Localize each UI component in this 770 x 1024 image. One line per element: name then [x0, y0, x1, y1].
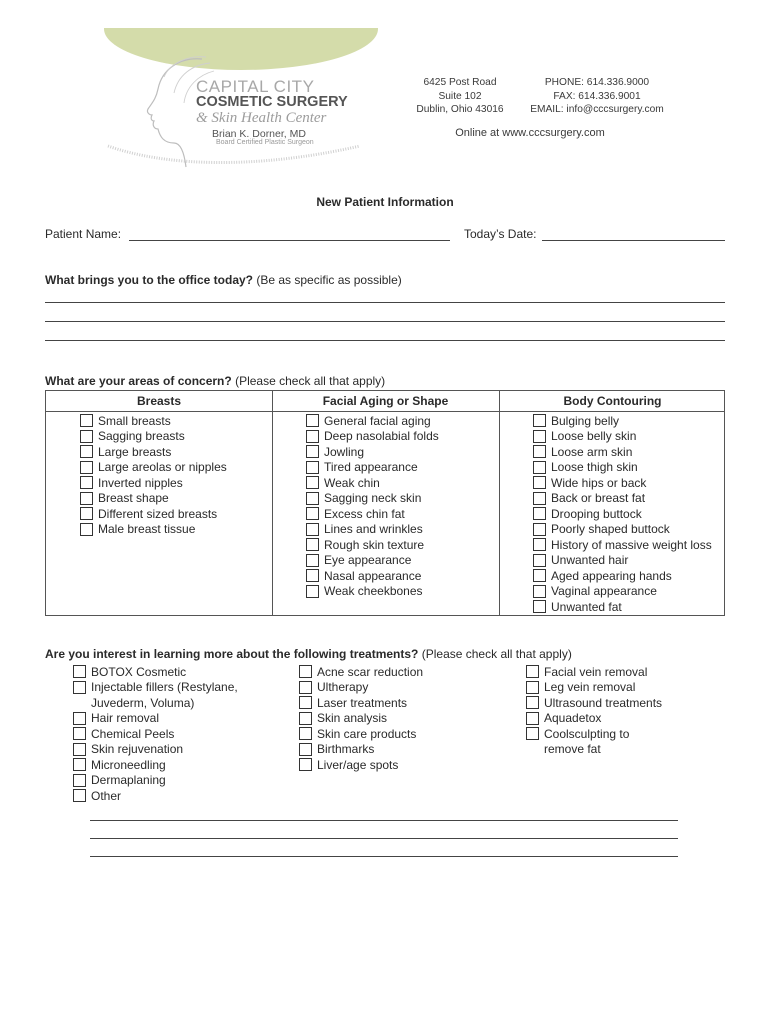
concern-option-excess-chin-fat[interactable] — [306, 506, 439, 522]
checkbox[interactable] — [73, 727, 86, 740]
checkbox-label: Different sized breasts — [98, 506, 218, 521]
checkbox[interactable] — [299, 743, 312, 756]
concern-option-sagging-breasts[interactable] — [80, 429, 227, 445]
concern-option-loose-arm-skin[interactable] — [533, 444, 712, 460]
checkbox-label: Deep nasolabial folds — [324, 429, 439, 444]
concern-option-sagging-neck-skin[interactable] — [306, 491, 439, 507]
concern-option-large-areolas-or-nipples[interactable] — [80, 460, 227, 476]
checkbox[interactable] — [533, 569, 546, 582]
treatments-question: Are you interest in learning more about the following treatments? (Please check all that apply) — [45, 647, 572, 661]
column-header-facial: Facial Aging or Shape — [322, 394, 449, 408]
checkbox-label: Eye appearance — [324, 553, 412, 568]
checkbox[interactable] — [80, 523, 93, 536]
concern-option-vaginal-appearance[interactable] — [533, 584, 712, 600]
checkbox[interactable] — [533, 538, 546, 551]
checkbox[interactable] — [533, 414, 546, 427]
logo-text-capital-city: CAPITAL CITY — [196, 77, 315, 96]
table-column-divider — [272, 391, 273, 615]
treatment-option-skin-care-products[interactable] — [299, 726, 423, 742]
checkbox[interactable] — [526, 681, 539, 694]
patient-name-label: Patient Name: — [45, 227, 122, 241]
checkbox[interactable] — [533, 554, 546, 567]
checkbox-label: Loose belly skin — [551, 429, 637, 444]
treatment-list-3 — [526, 664, 662, 757]
checkbox-label: Tired appearance — [324, 460, 418, 475]
treatment-option-continuation — [526, 742, 662, 758]
checkbox-label: Lines and wrinkles — [324, 522, 423, 537]
treatment-list-2 — [299, 664, 423, 773]
checkbox-label: Skin care products — [317, 726, 417, 741]
logo-certification: Board Certified Plastic Surgeon — [216, 139, 314, 146]
checkbox[interactable] — [306, 507, 319, 520]
concern-option-large-breasts[interactable] — [80, 444, 227, 460]
checkbox[interactable] — [80, 507, 93, 520]
checkbox-spacer — [73, 697, 84, 708]
checkbox-label: Sagging breasts — [98, 429, 185, 444]
concern-option-drooping-buttock[interactable] — [533, 506, 712, 522]
treatment-option-leg-vein-removal[interactable] — [526, 680, 662, 696]
todays-date-field[interactable] — [542, 240, 725, 241]
checkbox-label: Vaginal appearance — [551, 584, 657, 599]
checkbox[interactable] — [80, 445, 93, 458]
checkbox-label: Facial vein removal — [544, 664, 648, 679]
concern-option-loose-thigh-skin[interactable] — [533, 460, 712, 476]
checkbox[interactable] — [80, 476, 93, 489]
patient-name-field[interactable] — [129, 240, 450, 241]
checkbox[interactable] — [299, 712, 312, 725]
treatment-option-birthmarks[interactable] — [299, 742, 423, 758]
checkbox-label: Coolsculpting to — [544, 726, 630, 741]
checkbox[interactable] — [299, 681, 312, 694]
checkbox[interactable] — [533, 523, 546, 536]
checkbox-label: BOTOX Cosmetic — [91, 664, 187, 679]
treatment-option-botox-cosmetic[interactable] — [73, 664, 238, 680]
table-header-divider — [46, 411, 724, 412]
checkbox[interactable] — [526, 696, 539, 709]
checkbox-label: Excess chin fat — [324, 506, 405, 521]
checkbox[interactable] — [306, 523, 319, 536]
concern-option-unwanted-hair[interactable] — [533, 553, 712, 569]
checkbox[interactable] — [80, 430, 93, 443]
checkbox[interactable] — [299, 665, 312, 678]
checkbox-label: Large areolas or nipples — [98, 460, 227, 475]
other-line-3[interactable] — [90, 856, 678, 857]
treatment-option-facial-vein-removal[interactable] — [526, 664, 662, 680]
checkbox-label: Inverted nipples — [98, 475, 183, 490]
checkbox[interactable] — [306, 461, 319, 474]
reason-line-2[interactable] — [45, 321, 725, 322]
checkbox[interactable] — [73, 712, 86, 725]
checkbox[interactable] — [306, 476, 319, 489]
checkbox[interactable] — [299, 696, 312, 709]
concern-option-unwanted-fat[interactable] — [533, 599, 712, 615]
other-line-2[interactable] — [90, 838, 678, 839]
checkbox[interactable] — [306, 414, 319, 427]
checkbox-label: Aquadetox — [544, 711, 602, 726]
checkbox[interactable] — [73, 774, 86, 787]
checkbox-label: Weak chin — [324, 475, 380, 490]
checkbox[interactable] — [299, 758, 312, 771]
checkbox-label: Other — [91, 788, 122, 803]
treatment-option-chemical-peels[interactable] — [73, 726, 238, 742]
column-header-body: Body Contouring — [563, 394, 662, 408]
reason-question: What brings you to the office today? (Be as specific as possible) — [45, 273, 402, 287]
treatment-option-dermaplaning[interactable] — [73, 773, 238, 789]
checkbox[interactable] — [80, 461, 93, 474]
treatment-option-continuation — [73, 695, 238, 711]
checkbox-label: Juvederm, Voluma) — [91, 695, 195, 710]
checkbox-label: Skin analysis — [317, 711, 388, 726]
concern-option-jowling[interactable] — [306, 444, 439, 460]
treatment-option-ultrasound-treatments[interactable] — [526, 695, 662, 711]
treatment-option-acne-scar-reduction[interactable] — [299, 664, 423, 680]
concern-option-poorly-shaped-buttock[interactable] — [533, 522, 712, 538]
checkbox-label: Jowling — [324, 444, 365, 459]
reason-line-3[interactable] — [45, 340, 725, 341]
checkbox-label: Unwanted hair — [551, 553, 629, 568]
concern-list-facial — [306, 413, 439, 599]
checkbox[interactable] — [299, 727, 312, 740]
concern-option-inverted-nipples[interactable] — [80, 475, 227, 491]
concern-option-back-or-breast-fat[interactable] — [533, 491, 712, 507]
logo-text-cosmetic-surgery: COSMETIC SURGERY — [196, 94, 348, 110]
checkbox-label: Injectable fillers (Restylane, — [91, 680, 238, 695]
checkbox-label: Ultherapy — [317, 680, 369, 695]
checkbox-label: Laser treatments — [317, 695, 408, 710]
concern-option-wide-hips-or-back[interactable] — [533, 475, 712, 491]
table-column-divider — [499, 391, 500, 615]
concern-option-history-of-massive-weight-loss[interactable] — [533, 537, 712, 553]
reason-line-1[interactable] — [45, 302, 725, 303]
checkbox-spacer — [526, 744, 537, 755]
checkbox[interactable] — [306, 538, 319, 551]
checkbox-label: Liver/age spots — [317, 757, 399, 772]
checkbox[interactable] — [80, 492, 93, 505]
treatment-option-aquadetox[interactable] — [526, 711, 662, 727]
checkbox[interactable] — [533, 507, 546, 520]
concern-option-breast-shape[interactable] — [80, 491, 227, 507]
clinic-contact: PHONE: 614.336.9000 FAX: 614.336.9001 EMAIL: info@cccsurgery.com — [530, 77, 664, 115]
treatment-option-skin-analysis[interactable] — [299, 711, 423, 727]
checkbox-label: Loose arm skin — [551, 444, 633, 459]
checkbox[interactable] — [533, 445, 546, 458]
checkbox-label: Drooping buttock — [551, 506, 642, 521]
treatment-option-injectable-fillers-restylane[interactable] — [73, 680, 238, 696]
concerns-question: What are your areas of concern? (Please check all that apply) — [45, 374, 386, 388]
checkbox-label: General facial aging — [324, 413, 431, 428]
treatment-option-ultherapy[interactable] — [299, 680, 423, 696]
checkbox-label: Skin rejuvenation — [91, 742, 184, 757]
concern-option-male-breast-tissue[interactable] — [80, 522, 227, 538]
checkbox[interactable] — [526, 712, 539, 725]
checkbox-label: Unwanted fat — [551, 599, 622, 614]
checkbox-label: Large breasts — [98, 444, 172, 459]
concern-option-rough-skin-texture[interactable] — [306, 537, 439, 553]
logo-text-skin-health: & Skin Health Center — [196, 110, 327, 126]
checkbox[interactable] — [306, 445, 319, 458]
checkbox[interactable] — [533, 585, 546, 598]
concern-list-body — [533, 413, 712, 615]
checkbox-label: Acne scar reduction — [317, 664, 424, 679]
checkbox[interactable] — [80, 414, 93, 427]
checkbox-label: Poorly shaped buttock — [551, 522, 670, 537]
concern-option-bulging-belly[interactable] — [533, 413, 712, 429]
checkbox[interactable] — [533, 492, 546, 505]
checkbox-label: Ultrasound treatments — [544, 695, 663, 710]
checkbox-label: Weak cheekbones — [324, 584, 423, 599]
checkbox[interactable] — [73, 789, 86, 802]
checkbox-label: Rough skin texture — [324, 537, 425, 552]
checkbox-label: Sagging neck skin — [324, 491, 422, 506]
concern-option-aged-appearing-hands[interactable] — [533, 568, 712, 584]
concern-list-breasts — [80, 413, 227, 537]
treatment-list-1 — [73, 664, 238, 804]
logo-doctor-name: Brian K. Dorner, MD — [212, 128, 306, 140]
checkbox-label: Birthmarks — [317, 742, 375, 757]
treatment-option-other[interactable] — [73, 788, 238, 804]
other-line-1[interactable] — [90, 820, 678, 821]
checkbox[interactable] — [526, 727, 539, 740]
checkbox[interactable] — [73, 681, 86, 694]
form-title: New Patient Information — [316, 195, 454, 209]
concern-option-small-breasts[interactable] — [80, 413, 227, 429]
concern-option-deep-nasolabial-folds[interactable] — [306, 429, 439, 445]
checkbox[interactable] — [533, 476, 546, 489]
checkbox[interactable] — [73, 758, 86, 771]
checkbox-label: remove fat — [544, 742, 601, 757]
checkbox-label: Dermaplaning — [91, 773, 166, 788]
checkbox-label: Wide hips or back — [551, 475, 647, 490]
concern-option-lines-and-wrinkles[interactable] — [306, 522, 439, 538]
checkbox-label: Aged appearing hands — [551, 568, 672, 583]
treatment-option-coolsculpting-to[interactable] — [526, 726, 662, 742]
checkbox-label: Leg vein removal — [544, 680, 636, 695]
column-header-breasts: Breasts — [136, 394, 182, 408]
checkbox[interactable] — [73, 743, 86, 756]
checkbox-label: Back or breast fat — [551, 491, 646, 506]
treatment-option-hair-removal[interactable] — [73, 711, 238, 727]
checkbox-label: Small breasts — [98, 413, 171, 428]
checkbox-label: Hair removal — [91, 711, 160, 726]
checkbox[interactable] — [306, 585, 319, 598]
checkbox-label: Microneedling — [91, 757, 166, 772]
checkbox-label: Loose thigh skin — [551, 460, 638, 475]
treatment-option-laser-treatments[interactable] — [299, 695, 423, 711]
checkbox[interactable] — [526, 665, 539, 678]
concerns-table — [45, 390, 725, 616]
clinic-address: 6425 Post Road Suite 102 Dublin, Ohio 43016 — [416, 77, 504, 115]
checkbox[interactable] — [306, 430, 319, 443]
logo-swoosh-icon — [104, 140, 364, 170]
checkbox[interactable] — [533, 600, 546, 613]
checkbox[interactable] — [533, 461, 546, 474]
concern-option-tired-appearance[interactable] — [306, 460, 439, 476]
checkbox-label: Nasal appearance — [324, 568, 422, 583]
checkbox-label: Male breast tissue — [98, 522, 196, 537]
checkbox-label: Chemical Peels — [91, 726, 175, 741]
concern-option-eye-appearance[interactable] — [306, 553, 439, 569]
checkbox[interactable] — [73, 665, 86, 678]
concern-option-loose-belly-skin[interactable] — [533, 429, 712, 445]
concern-option-different-sized-breasts[interactable] — [80, 506, 227, 522]
clinic-website: Online at www.cccsurgery.com — [455, 127, 605, 139]
checkbox-label: Breast shape — [98, 491, 169, 506]
checkbox[interactable] — [306, 554, 319, 567]
treatment-option-skin-rejuvenation[interactable] — [73, 742, 238, 758]
checkbox[interactable] — [533, 430, 546, 443]
checkbox-label: Bulging belly — [551, 413, 620, 428]
treatment-option-microneedling[interactable] — [73, 757, 238, 773]
checkbox[interactable] — [306, 492, 319, 505]
concern-option-nasal-appearance[interactable] — [306, 568, 439, 584]
todays-date-label: Today’s Date: — [464, 227, 537, 241]
concern-option-weak-cheekbones[interactable] — [306, 584, 439, 600]
treatment-option-liver-age-spots[interactable] — [299, 757, 423, 773]
checkbox-label: History of massive weight loss — [551, 537, 712, 552]
concern-option-general-facial-aging[interactable] — [306, 413, 439, 429]
checkbox[interactable] — [306, 569, 319, 582]
concern-option-weak-chin[interactable] — [306, 475, 439, 491]
